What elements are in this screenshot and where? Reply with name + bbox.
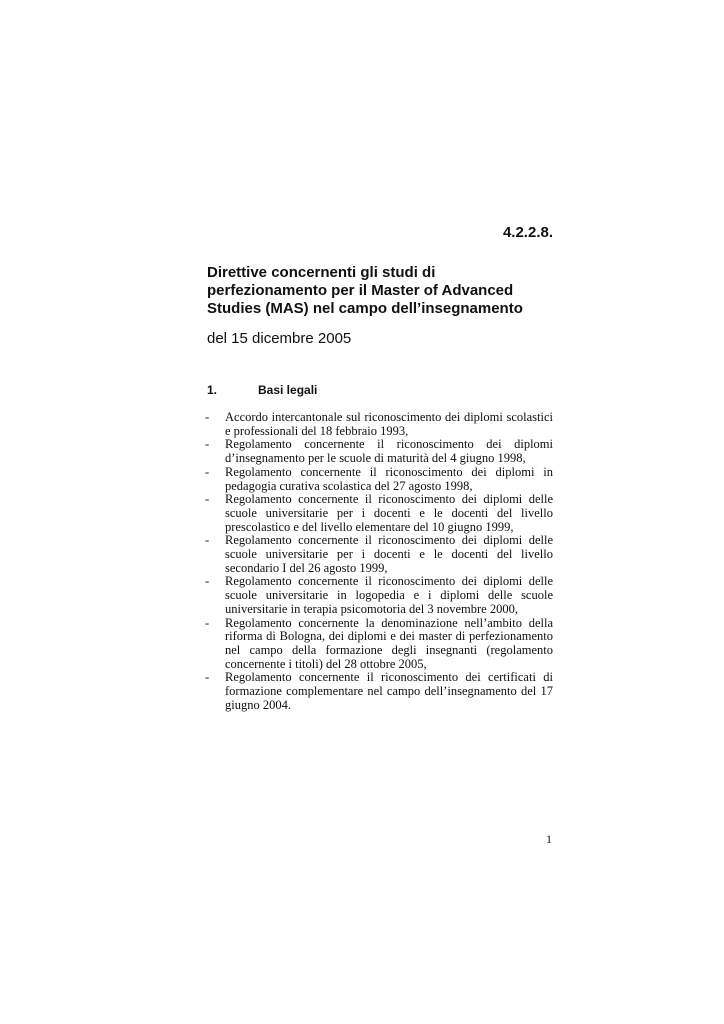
title-line: Direttive concernenti gli studi di (207, 264, 436, 281)
list-item: - Regolamento concernente il riconoscimento dei diplomi delle scuole universitarie per i docenti e le docenti del livello secondario I del 26 agosto 1999, (205, 534, 553, 575)
document-date: del 15 dicembre 2005 (207, 330, 352, 347)
list-item: - Regolamento concernente il riconoscimento dei certificati di formazione complementare nel campo dell’insegnamento del 17 giugno 2004. (205, 671, 553, 712)
list-item: - Regolamento concernente il riconoscimento dei diplomi d’insegnamento per le scuole di maturità del 4 giugno 1998, (205, 438, 553, 465)
list-item: - Regolamento concernente il riconoscimento dei diplomi delle scuole universitarie in logopedia e i diplomi delle scuole universitarie in terapia psicomotoria del 3 novembre 2000, (205, 575, 553, 616)
section-title: Basi legali (258, 383, 318, 397)
list-item: - Regolamento concernente la denominazione nell’ambito della riforma di Bologna, dei diplomi e dei master di perfezionamento nel campo della formazione degli insegnanti (regolamento concernente i titoli) del 28 ottobre 2005, (205, 617, 553, 672)
page-number: 1 (546, 832, 552, 846)
list-item: - Regolamento concernente il riconoscimento dei diplomi delle scuole universitarie per i docenti e le docenti del livello prescolastico e del livello elementare del 10 giugno 1999, (205, 493, 553, 534)
document-title (207, 264, 567, 318)
section-number: 1. (207, 383, 218, 397)
list-item: - Accordo intercantonale sul riconoscimento dei diplomi scolastici e professionali del 18 febbraio 1993, (205, 411, 553, 438)
section-heading (207, 383, 317, 397)
title-line: perfezionamento per il Master of Advanced (207, 282, 514, 299)
title-line: Studies (MAS) nel campo dell’insegnamento (207, 300, 523, 317)
document-number: 4.2.2.8. (502, 224, 553, 241)
list-item: - Regolamento concernente il riconoscimento dei diplomi in pedagogia curativa scolastica del 27 agosto 1998, (205, 466, 553, 493)
legal-bases-list (205, 411, 553, 712)
